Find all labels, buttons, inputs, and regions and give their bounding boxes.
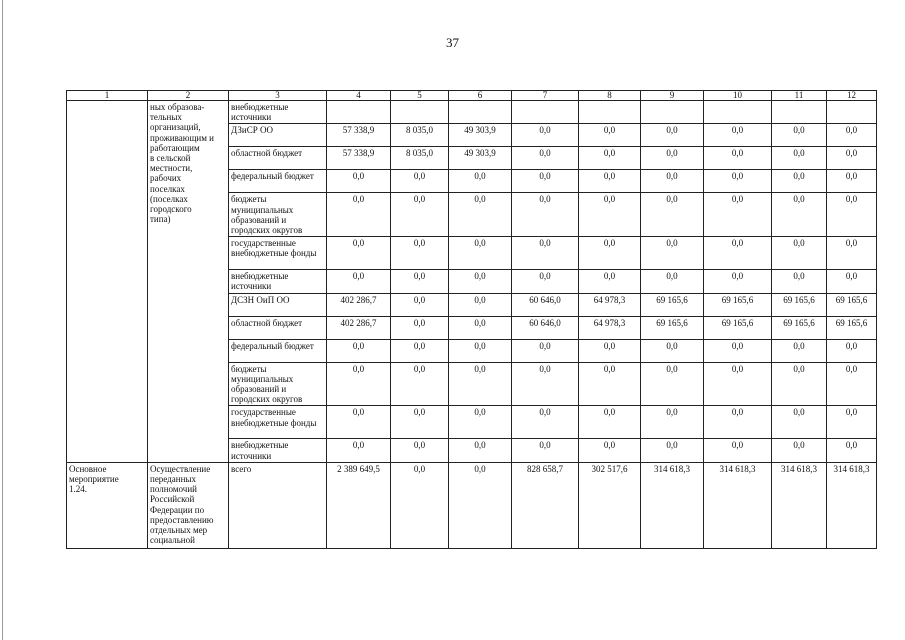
value-cell: 69 165,6	[641, 293, 704, 316]
source-cell: внебюджетные источники	[229, 439, 327, 462]
source-cell: государственные внебюджетные фонды	[229, 406, 327, 439]
value-cell: 0,0	[772, 339, 827, 362]
value-cell: 828 658,7	[512, 462, 579, 548]
page-number: 37	[446, 35, 459, 50]
header-cell-12: 12	[827, 91, 877, 101]
header-cell-9: 9	[641, 91, 704, 101]
value-cell: 0,0	[449, 362, 512, 406]
value-cell: 69 165,6	[772, 316, 827, 339]
value-cell: 69 165,6	[827, 293, 877, 316]
source-cell: государственные внебюджетные фонды	[229, 237, 327, 270]
header-cell-3: 3	[229, 91, 327, 101]
header-cell-5: 5	[391, 91, 449, 101]
value-cell: 0,0	[449, 406, 512, 439]
value-cell: 0,0	[579, 147, 641, 170]
source-cell: федеральный бюджет	[229, 170, 327, 193]
value-cell: 0,0	[641, 193, 704, 237]
value-cell: 64 978,3	[579, 316, 641, 339]
value-cell: 0,0	[827, 237, 877, 270]
header-cell-11: 11	[772, 91, 827, 101]
value-cell: 0,0	[327, 237, 391, 270]
value-cell	[827, 101, 877, 124]
value-cell: 0,0	[772, 237, 827, 270]
value-cell: 0,0	[641, 124, 704, 147]
source-cell: федеральный бюджет	[229, 339, 327, 362]
value-cell: 0,0	[449, 316, 512, 339]
value-cell: 0,0	[772, 362, 827, 406]
header-cell-10: 10	[704, 91, 772, 101]
value-cell: 314 618,3	[772, 462, 827, 548]
value-cell	[704, 101, 772, 124]
value-cell: 0,0	[827, 193, 877, 237]
value-cell: 0,0	[327, 270, 391, 293]
source-cell: областной бюджет	[229, 147, 327, 170]
value-cell: 0,0	[641, 406, 704, 439]
value-cell: 49 303,9	[449, 124, 512, 147]
value-cell: 0,0	[391, 170, 449, 193]
value-cell: 60 646,0	[512, 293, 579, 316]
value-cell: 0,0	[772, 170, 827, 193]
source-cell: бюджеты муниципальных образований и городских округов	[229, 193, 327, 237]
value-cell: 0,0	[391, 339, 449, 362]
value-cell: 0,0	[772, 147, 827, 170]
source-cell: всего	[229, 462, 327, 548]
value-cell: 0,0	[704, 147, 772, 170]
page-edge-line	[2, 0, 3, 640]
value-cell: 0,0	[827, 270, 877, 293]
value-cell: 0,0	[512, 406, 579, 439]
value-cell: 64 978,3	[579, 293, 641, 316]
source-cell: ДСЗН ОиП ОО	[229, 293, 327, 316]
value-cell: 0,0	[641, 362, 704, 406]
value-cell: 0,0	[391, 270, 449, 293]
value-cell: 0,0	[327, 439, 391, 462]
value-cell: 0,0	[391, 362, 449, 406]
value-cell: 0,0	[512, 270, 579, 293]
source-cell: внебюджетные источники	[229, 270, 327, 293]
value-cell: 0,0	[449, 170, 512, 193]
value-cell: 314 618,3	[641, 462, 704, 548]
value-cell: 402 286,7	[327, 316, 391, 339]
value-cell: 69 165,6	[641, 316, 704, 339]
value-cell: 0,0	[327, 193, 391, 237]
value-cell: 0,0	[449, 293, 512, 316]
source-cell: бюджеты муниципальных образований и городских округов	[229, 362, 327, 406]
value-cell: 0,0	[827, 406, 877, 439]
value-cell: 0,0	[327, 339, 391, 362]
value-cell: 0,0	[391, 462, 449, 548]
value-cell: 8 035,0	[391, 147, 449, 170]
value-cell: 0,0	[704, 339, 772, 362]
value-cell: 314 618,3	[827, 462, 877, 548]
value-cell: 69 165,6	[704, 293, 772, 316]
activity-name-cell: Осуществление переданных полномочий Российской Федерации по предоставлению отдельных мер социальной	[148, 462, 229, 548]
value-cell: 0,0	[579, 270, 641, 293]
value-cell: 0,0	[827, 170, 877, 193]
source-cell: внебюджетные источники	[229, 101, 327, 124]
header-cell-4: 4	[327, 91, 391, 101]
value-cell: 49 303,9	[449, 147, 512, 170]
value-cell: 69 165,6	[772, 293, 827, 316]
value-cell: 0,0	[827, 124, 877, 147]
value-cell: 0,0	[391, 193, 449, 237]
value-cell: 0,0	[449, 237, 512, 270]
value-cell: 0,0	[512, 237, 579, 270]
header-cell-2: 2	[148, 91, 229, 101]
value-cell: 0,0	[772, 439, 827, 462]
value-cell: 0,0	[391, 237, 449, 270]
header-cell-8: 8	[579, 91, 641, 101]
value-cell: 0,0	[641, 270, 704, 293]
value-cell: 0,0	[449, 193, 512, 237]
value-cell: 0,0	[449, 462, 512, 548]
table-row	[67, 462, 877, 548]
value-cell: 0,0	[704, 406, 772, 439]
value-cell: 0,0	[772, 124, 827, 147]
value-cell: 0,0	[512, 193, 579, 237]
value-cell	[391, 101, 449, 124]
value-cell: 0,0	[579, 339, 641, 362]
value-cell: 0,0	[704, 124, 772, 147]
value-cell: 0,0	[641, 339, 704, 362]
value-cell: 0,0	[772, 406, 827, 439]
value-cell: 0,0	[327, 362, 391, 406]
value-cell: 0,0	[641, 170, 704, 193]
activity-cell	[67, 101, 148, 463]
value-cell: 0,0	[512, 170, 579, 193]
value-cell: 0,0	[579, 237, 641, 270]
table-row	[67, 101, 877, 124]
value-cell: 0,0	[704, 362, 772, 406]
value-cell: 0,0	[579, 406, 641, 439]
value-cell	[512, 101, 579, 124]
value-cell: 0,0	[827, 339, 877, 362]
activity-name-cell: ных образова- тельных организаций, проживающим и работающим в сельской местности, рабочих поселках (поселках городского типа)	[148, 101, 229, 463]
budget-table	[66, 90, 877, 549]
value-cell: 0,0	[327, 170, 391, 193]
value-cell: 0,0	[391, 316, 449, 339]
value-cell: 0,0	[579, 124, 641, 147]
header-cell-7: 7	[512, 91, 579, 101]
value-cell: 402 286,7	[327, 293, 391, 316]
value-cell	[579, 101, 641, 124]
value-cell: 0,0	[512, 362, 579, 406]
value-cell: 0,0	[391, 406, 449, 439]
value-cell: 314 618,3	[704, 462, 772, 548]
value-cell: 2 389 649,5	[327, 462, 391, 548]
header-cell-6: 6	[449, 91, 512, 101]
value-cell	[641, 101, 704, 124]
value-cell: 57 338,9	[327, 124, 391, 147]
value-cell: 69 165,6	[704, 316, 772, 339]
value-cell: 0,0	[512, 147, 579, 170]
value-cell	[772, 101, 827, 124]
value-cell: 0,0	[512, 124, 579, 147]
value-cell: 0,0	[641, 439, 704, 462]
value-cell: 0,0	[579, 193, 641, 237]
value-cell: 0,0	[704, 237, 772, 270]
value-cell: 0,0	[449, 439, 512, 462]
value-cell: 0,0	[772, 270, 827, 293]
value-cell: 0,0	[391, 293, 449, 316]
value-cell: 60 646,0	[512, 316, 579, 339]
value-cell: 57 338,9	[327, 147, 391, 170]
source-cell: областной бюджет	[229, 316, 327, 339]
value-cell: 0,0	[827, 439, 877, 462]
value-cell: 0,0	[641, 237, 704, 270]
value-cell: 0,0	[827, 147, 877, 170]
source-cell: ДЗиСР ОО	[229, 124, 327, 147]
value-cell: 0,0	[512, 339, 579, 362]
value-cell: 0,0	[579, 439, 641, 462]
value-cell: 0,0	[704, 270, 772, 293]
header-cell-1: 1	[67, 91, 148, 101]
value-cell: 0,0	[827, 362, 877, 406]
value-cell: 0,0	[391, 439, 449, 462]
value-cell: 0,0	[327, 406, 391, 439]
value-cell: 0,0	[641, 147, 704, 170]
value-cell: 0,0	[772, 193, 827, 237]
value-cell	[327, 101, 391, 124]
value-cell: 0,0	[579, 170, 641, 193]
value-cell: 302 517,6	[579, 462, 641, 548]
value-cell: 0,0	[449, 339, 512, 362]
activity-number-cell: Основное мероприятие 1.24.	[67, 462, 148, 548]
value-cell: 0,0	[449, 270, 512, 293]
value-cell: 8 035,0	[391, 124, 449, 147]
value-cell	[449, 101, 512, 124]
value-cell: 0,0	[512, 439, 579, 462]
value-cell: 0,0	[579, 362, 641, 406]
value-cell: 0,0	[704, 439, 772, 462]
value-cell: 0,0	[704, 193, 772, 237]
value-cell: 69 165,6	[827, 316, 877, 339]
value-cell: 0,0	[704, 170, 772, 193]
header-row	[67, 91, 877, 101]
